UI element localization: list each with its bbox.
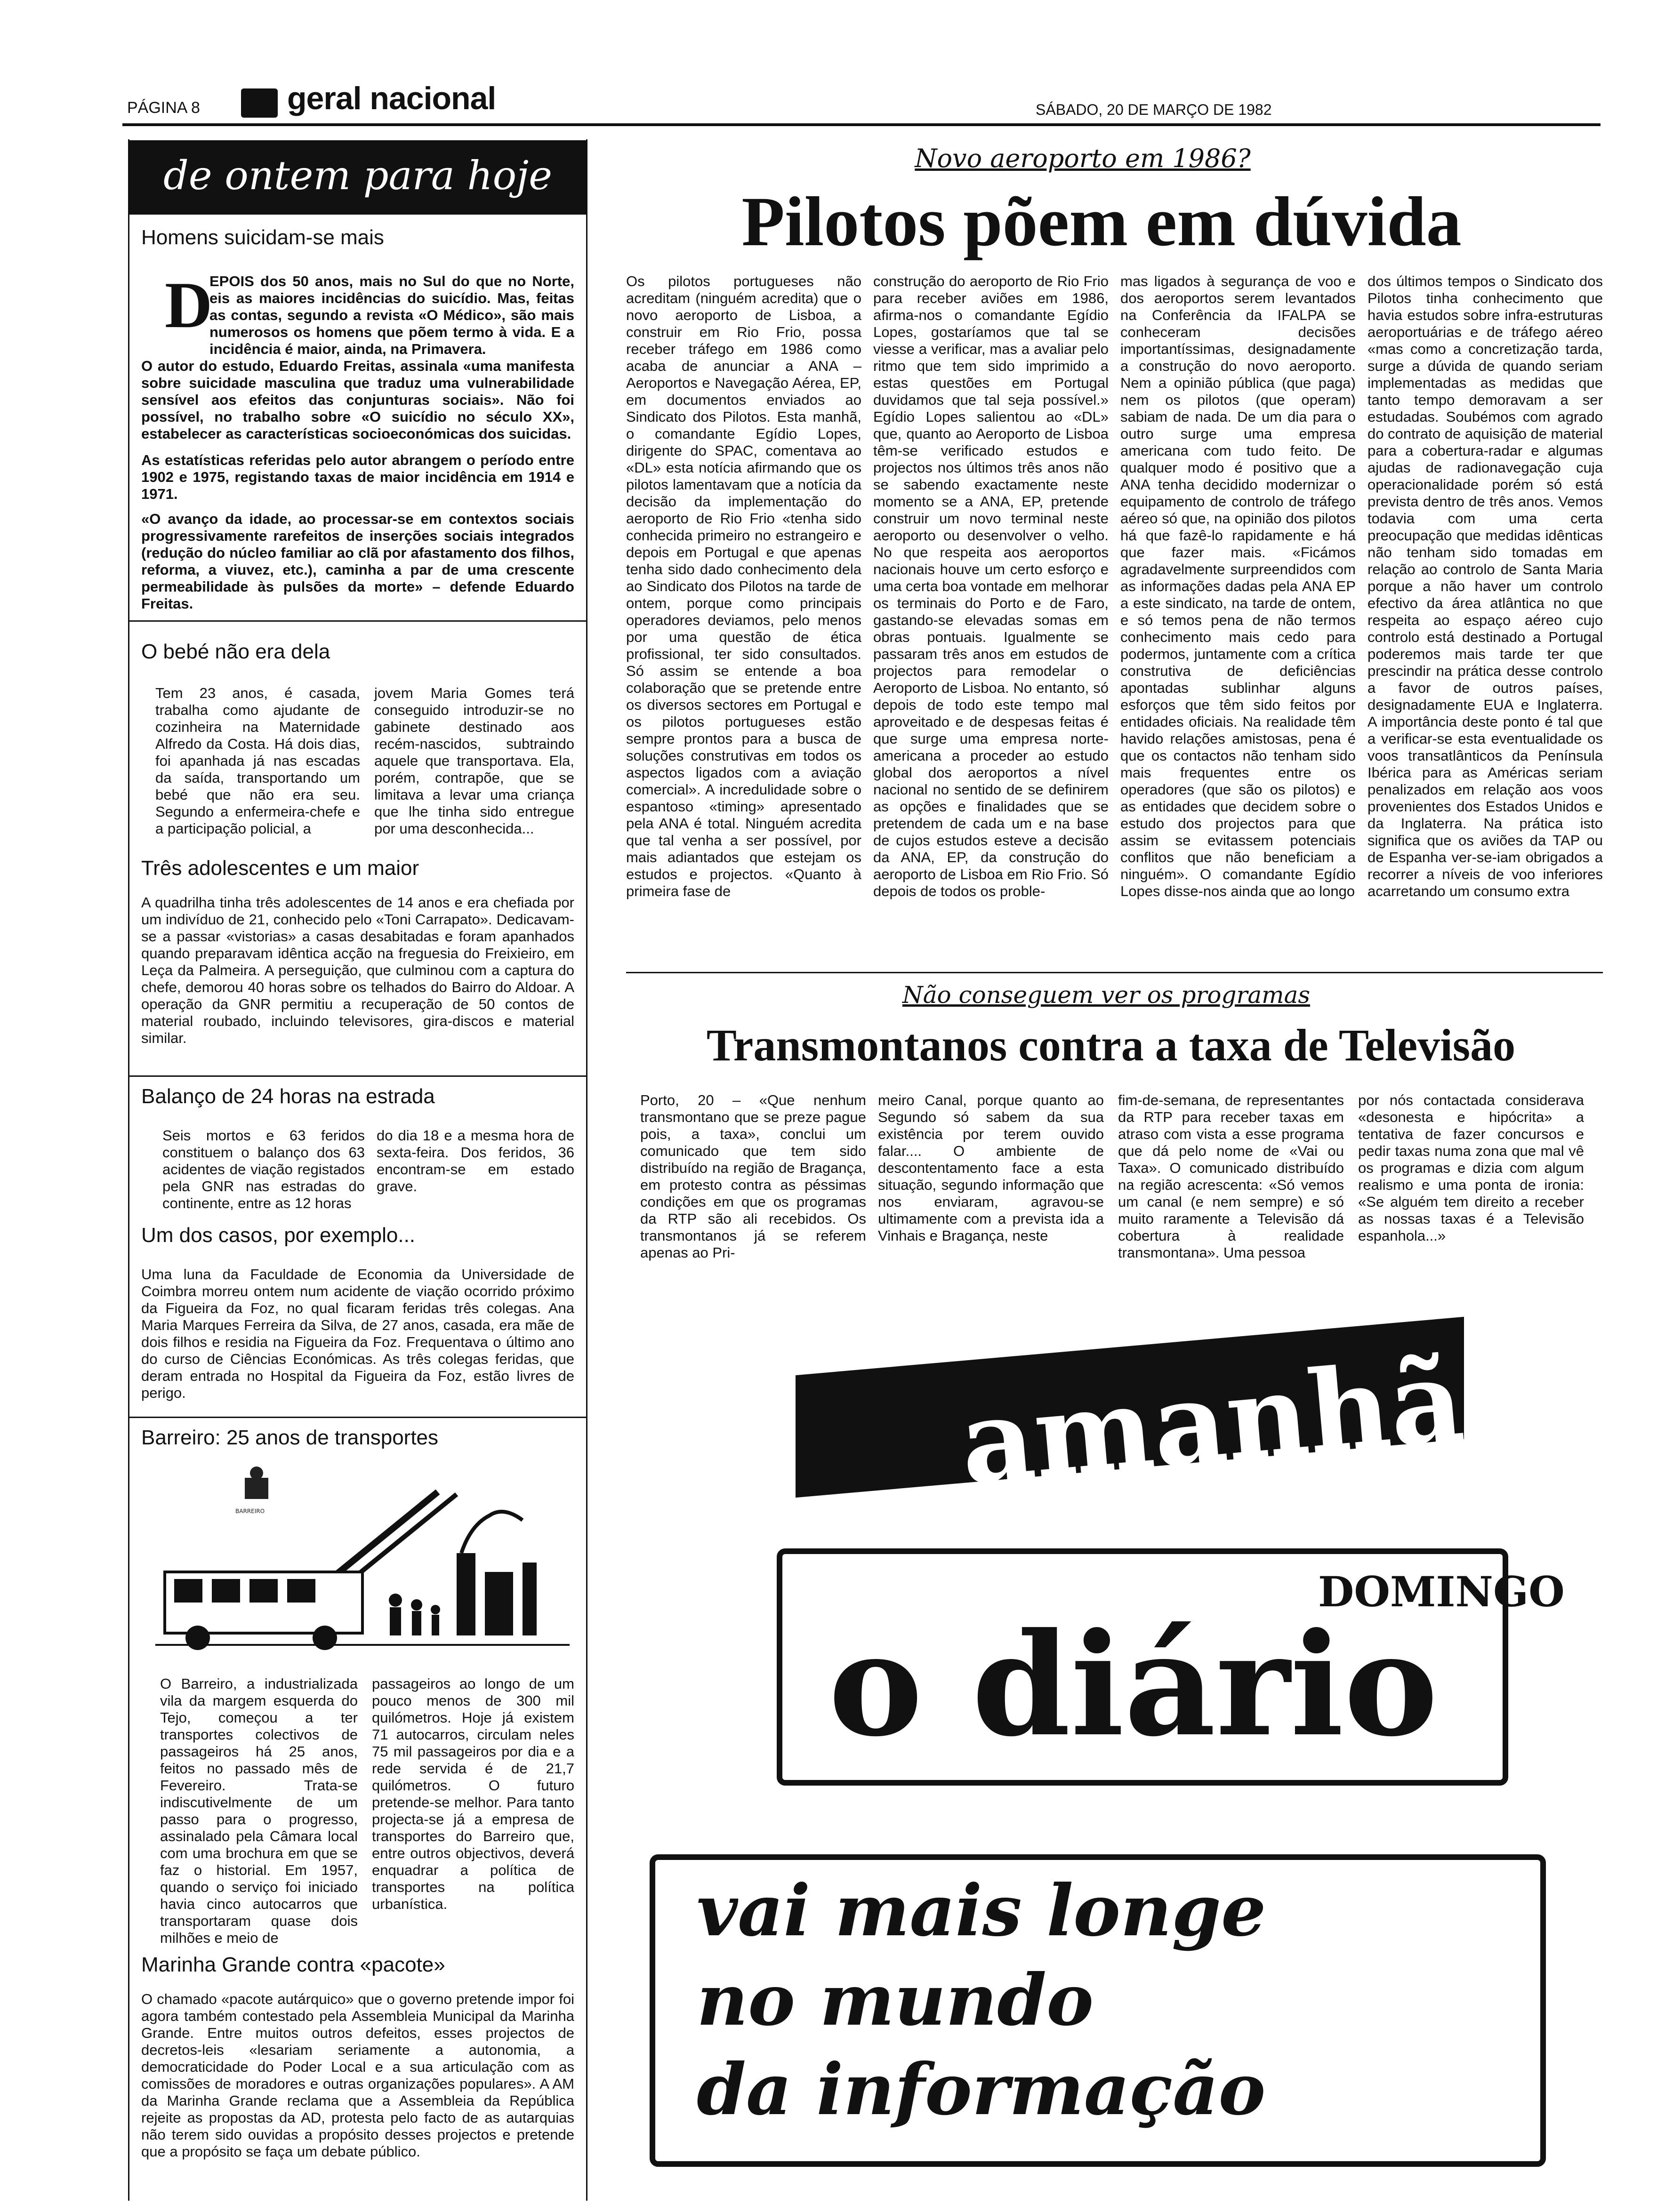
main-kicker: Novo aeroporto em 1986? — [915, 144, 1251, 173]
advertisement — [640, 1327, 1601, 2184]
divider — [129, 620, 586, 622]
crest-caption: BARREIRO — [235, 1508, 265, 1515]
issue-date: SÁBADO, 20 DE MARÇO DE 1982 — [1036, 101, 1272, 118]
second-column: meiro Canal, porque quanto ao Segundo só sabem da sua existência por terem ouvido falar.... O ambiente de descontentamento face a esta situação, segundo informação que nos enviaram, agravou-se ultimamente com a prevista ida a Vinhais e Bragança, neste — [878, 1092, 1104, 1244]
article-paragraph: As estatísticas referidas pelo autor abrangem o período entre 1902 e 1975, registando taxas de maior incidência em 1914 e 1971. — [141, 452, 574, 502]
article-column: do dia 18 e a mesma hora de sexta-feira. Dos feridos, 36 encontram-se em estado grave. — [377, 1127, 574, 1194]
main-headline: Pilotos põem em dúvida — [741, 183, 1462, 261]
article-paragraph: O autor do estudo, Eduardo Freitas, assinala «uma manifesta sobre suicidade masculina que traduz uma vulnerabilidade sensível aos efeitos das conjunturas sociais». Não foi possível, no trabalho sobre «O suicídio no século XX», estabelecer as características socioeconómicas dos suicidas. — [141, 358, 574, 442]
drop-cap: D — [165, 269, 213, 342]
article-paragraph: EPOIS dos 50 anos, mais no Sul do que no Norte, eis as maiores incidências do suicídio. Mas, feitas as contas, segundo a revista «O Médico», são mais numerosos os homens que põem termo à vida. E a incidência é maior, ainda, na Primavera. — [209, 273, 574, 357]
ad-slogan-line: da informação — [697, 2048, 1266, 2131]
main-column: construção do aeroporto de Rio Frio para receber aviões em 1986, afirma-nos o comandante Egídio Lopes, gostaríamos que tal se viesse a verificar, mas a avaliar pelo ritmo que tem sido imprimido a estas questões em Portugal duvidamos que tal seja possível.» Egídio Lopes salientou ao «DL» que, quanto ao Aeroporto de Lisboa têm-se verificado estudos e projectos nos últimos três anos não se sabendo exactamente neste momento se a ANA, EP, pretende construir um novo terminal neste aeroporto ou desenvolver o velho. No que respeita aos aeroportos nacionais houve um certo esforço e uma certa boa vontade em melhorar os terminais do Porto e de Faro, gastando-se elevadas somas em obras pontuais. Igualmente se passaram três anos em estudos de projectos para remodelar o Aeroporto de Lisboa. No entanto, só depois de todo este tempo mal aproveitado e de despesas feitas é que surge uma empresa norte-americana a proceder ao estudo global dos aeroportos a nível nacional no sentido de se definirem as opções e finalidades que se pretendem de cada um e na base de cujos estudos esteve a decisão da ANA, EP, da construção do aeroporto de Lisboa em Rio Frio. Só depois de todos os proble- — [873, 273, 1109, 899]
section-logo-icon — [241, 88, 278, 118]
divider — [129, 1075, 586, 1077]
article-column: jovem Maria Gomes terá conseguido introduzir-se no gabinete destinado aos recém-nascidos, subtraindo aquele que transportava. Ela, porém, contrapõe, que se limitava a levar uma criança que lhe tinha sido entregue por uma desconhecida... — [374, 685, 574, 837]
second-column: fim-de-semana, de representantes da RTP para receber taxas em atraso com vista a esse programa que dá pelo nome de «Vai ou Taxa». O comunicado distribuído na região acrescenta: «Só vemos um canal (e nem sempre) e só muito raramente a Televisão dá cobertura à realidade transmontana». Uma pessoa — [1118, 1092, 1344, 1261]
article-heading: Homens suicidam-se mais — [141, 226, 384, 249]
page-number: PÁGINA 8 — [127, 99, 200, 117]
ad-brand-big: o diário — [828, 1602, 1438, 1768]
ad-slogan-line: vai mais longe — [697, 1869, 1266, 1952]
box-title: de ontem para hoje — [128, 140, 587, 215]
second-column: por nós contactada considerava «desonesta e hipócrita» a tentativa de fazer concursos e pedir taxas numa zona que mal vê os programas e dizia com algum realismo e uma ponta de ironia: «Se alguém tem direito a receber as nossas taxas é a Televisão espanhola...» — [1358, 1092, 1584, 1244]
second-headline: Transmontanos contra a taxa de Televisão — [706, 1020, 1516, 1070]
ad-slogan-line: no mundo — [697, 1959, 1094, 2042]
main-column: dos últimos tempos o Sindicato dos Pilotos tinha conhecimento que havia estudos sobre infra-estruturas aeroportuárias e de tráfego aéreo «mas como a concretização tarda, surge a dúvida de quando seriam implementadas as medidas que tanto tempo demoravam a ser estudadas. Soubémos com agrado do contrato de aquisição de material para a cobertura-radar e algumas ajudas de radionavegação cuja operacionalidade porém só está prevista dentro de três anos. Vemos todavia com uma certa preocupação que medidas idênticas não tenham sido tomadas em relação ao controlo de Santa Maria porque a não haver um controlo efectivo da área atlântica no que respeita ao espaço aéreo cujo controlo está destinado a Portugal poderemos mais tarde ter que prescindir na prática desse controlo a favor de outros países, designadamente EUA e Inglaterra. A importância deste ponto é tal que a verificar-se esta eventualidade os voos transatlânticos da Península Ibérica para as Américas seriam penalizados em relação aos voos provenientes dos Estados Unidos e da Inglaterra. Na prática isto significa que os aviões da TAP ou de Espanha ver-se-iam obrigados a recorrer a níveis de voo inferiores acarretando um consumo extra — [1367, 273, 1603, 899]
article-column: passageiros ao longo de um pouco menos de 300 mil quilómetros. Hoje já existem 71 autocarros, circulam neles 75 mil passageiros por dia e a rede servida é de 21,7 quilómetros. O futuro pretende-se melhor. Para tanto projecta-se já a empresa de transportes do Barreiro que, entre outros objectivos, deverá enquadrar a política de transportes na política urbanística. — [372, 1675, 574, 1912]
article-column: Tem 23 anos, é casada, trabalha como ajudante de cozinheira na Maternidade Alfredo da Costa. Há dois dias, foi apanhada já nas escadas da saída, transportando um bebé que não era seu. Segundo a enfermeira-chefe e a participação policial, a — [155, 685, 360, 837]
article-heading: Barreiro: 25 anos de transportes — [141, 1426, 439, 1449]
ad-word-top: amanhã — [955, 1333, 1469, 1510]
article-paragraph: «O avanço da idade, ao processar-se em contextos sociais progressivamente rarefeitos de inserções sociais integrados (redução do núcleo familiar ao clã por afastamento dos filhos, reforma, a viuvez, etc.), caminha a par de uma crescente permeabilidade às pulsões da morte» – defende Eduardo Freitas. — [141, 511, 574, 612]
main-column: Os pilotos portugueses não acreditam (ninguém acredita) que o novo aeroporto de Lisboa, a construir em Rio Frio, possa receber tráfego em 1986 como acaba de anunciar a ANA – Aeroportos e Navegação Aérea, EP, em documentos enviados ao Sindicato dos Pilotos. Esta manhã, o comandante Egídio Lopes, dirigente do SPAC, comentava ao «DL» esta notícia afirmando que os pilotos lamentavam que a notícia da decisão da implementação do aeroporto de Rio Frio «tenha sido conhecida primeiro no estrangeiro e depois em Portugal e que apenas tenha sido dado conhecimento dela ao Sindicato dos Pilotos na tarde de ontem, porque como principais operadores deviamos, pelo menos por uma questão de ética profissional, ter sido consultados. Só assim se entende a boa colaboração que se pretende entre os diversos sectores em Portugal e os pilotos portugueses estão sempre prontos para a busca de soluções construtivas em todos os aspectos ligados com a aviação comercial». A incredulidade sobre o espantoso «timing» apresentado pela ANA é total. Ninguém acredita que tal venha a ser possível, por mais adiantados que estejam os estudos e projectos. «Quanto à primeira fase de — [626, 273, 861, 899]
ad-brand-small: DOMINGO — [1318, 1567, 1565, 1616]
article-paragraph: A quadrilha tinha três adolescentes de 14 anos e era chefiada por um indivíduo de 21, conhecido pelo «Toni Carrapato». Dedicavam-se a passar «vistorias» a casas desabitadas e foram apanhados quando preparavam idêntica acção na freguesia do Freixieiro, em Leça da Palmeira. A perseguição, que culminou com a captura do chefe, demorou 40 horas sobre os telhados do Bairro do Aldoar. A operação da GNR permitiu a recuperação de 50 contos de material roubado, incluindo televisores, gira-discos e material similar. — [141, 894, 574, 1046]
main-column: mas ligados à segurança de voo e dos aeroportos serem levantados na Conferência da IFALPA se conheceram decisões importantíssimas, designadamente a construção do novo aeroporto. Nem a opinião pública (que paga) nem os pilotos (que operam) sabiam de nada. De um dia para o outro surge uma empresa americana com tudo feito. De qualquer modo é positivo que a ANA tenha decidido modernizar o equipamento de controlo de tráfego aéreo só que, na opinião dos pilotos há que fazê-lo rapidamente e há que fazer mais. «Ficámos agradavelmente surpreendidos com as informações dadas pela ANA EP a este sindicato, na tarde de ontem, e só temos pena de não termos conhecimento mais cedo para podermos, juntamente com a crítica construtiva de deficiências apontadas sublinhar alguns esforços que têm sido feitos por entidades oficiais. Na realidade têm havido relações amistosas, pena é que os contactos não tenham sido mais frequentes entre os operadores (que são os pilotos) e as entidades que decidem sobre o estudo dos projectos para que assim se evitassem potenciais conflitos que não beneficiam a ninguém». O comandante Egídio Lopes disse-nos ainda que ao longo — [1120, 273, 1356, 899]
section-title: geral nacional — [287, 80, 496, 116]
article-heading: Três adolescentes e um maior — [141, 857, 419, 880]
article-column: Seis mortos e 63 feridos constituem o balanço dos 63 acidentes de viação registados pela GNR nas estradas do continente, entre as 12 horas — [162, 1127, 365, 1211]
article-heading: Marinha Grande contra «pacote» — [141, 1953, 445, 1976]
second-kicker: Não conseguem ver os programas — [902, 981, 1311, 1009]
bus-illustration — [155, 1459, 570, 1680]
second-column: Porto, 20 – «Que nenhum transmontano que se preze pague pois, a taxa», conclui um comunicado que tem sido distribuído na região de Bragança, em protesto contra as péssimas condições em que os programas da RTP são ali recebidos. Os transmontanos já se referem apenas ao Pri- — [640, 1092, 866, 1261]
header-rule — [122, 123, 1601, 126]
article-heading: Balanço de 24 horas na estrada — [141, 1085, 435, 1108]
town-crest-icon — [245, 1467, 268, 1499]
article-heading: O bebé não era dela — [141, 640, 330, 663]
article-paragraph: Uma luna da Faculdade de Economia da Universidade de Coimbra morreu ontem num acidente de viação ocorrido próximo da Figueira da Foz, no qual ficaram feridas três colegas. Ana Maria Marques Ferreira da Silva, de 27 anos, casada, era mãe de dois filhos e residia na Figueira da Foz. Frequentava o último ano do curso de Ciências Económicas. As três colegas feridas, que deram entrada no Hospital da Figueira da Foz, estão livres de perigo. — [141, 1266, 574, 1401]
article-paragraph: O chamado «pacote autárquico» que o governo pretende impor foi agora também contestado pela Assembleia Municipal da Marinha Grande. Entre muitos outros defeitos, esses projectos de decretos-leis «lesariam seriamente a autonomia, a democraticidade do Poder Local e a sua articulação com as comissões de moradores e outras organizações populares». A AM da Marinha Grande reclama que a Assembleia da República rejeite as propostas da AD, protesta pelo facto de as autarquias não terem sido ouvidas a propósito desses projectos e pretende que a propósito se faça um debate público. — [141, 1991, 574, 2160]
article-column: O Barreiro, a industrializada vila da margem esquerda do Tejo, começou a ter transportes colectivos de passageiros há 25 anos, feitos no passado mês de Fevereiro. Trata-se indiscutivelmente de um passo para o progresso, assinalado pela Câmara local com uma brochura em que se faz o historial. Em 1957, quando o serviço foi iniciado havia cinco autocarros que transportaram quase dois milhões e meio de — [160, 1675, 358, 1946]
divider — [129, 1417, 586, 1418]
article-heading: Um dos casos, por exemplo... — [141, 1224, 416, 1247]
divider — [626, 972, 1603, 973]
